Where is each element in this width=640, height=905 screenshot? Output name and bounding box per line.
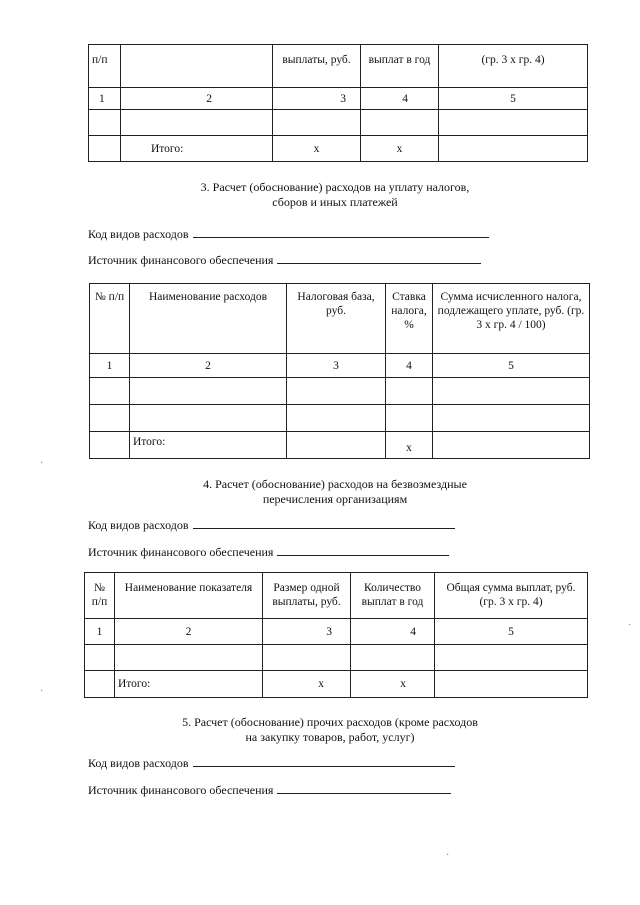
table-row bbox=[89, 110, 588, 136]
table-row-numbers bbox=[90, 354, 590, 378]
scan-speck: · bbox=[40, 458, 44, 469]
table-donations bbox=[84, 572, 588, 698]
header-cell: Наименование расходов bbox=[130, 284, 287, 354]
col-number: 5 bbox=[433, 354, 590, 378]
scan-speck: · bbox=[446, 850, 450, 861]
header-cell: Наименование показателя bbox=[115, 573, 263, 619]
col-number: 2 bbox=[130, 354, 287, 378]
header-cell: Общая сумма выплат, руб. (гр. 3 х гр. 4) bbox=[435, 573, 588, 619]
source-blank-line[interactable] bbox=[277, 545, 449, 556]
section-3-source-field: Источник финансового обеспечения bbox=[88, 253, 481, 268]
total-x: х bbox=[351, 671, 435, 698]
header-cell: (гр. 3 х гр. 4) bbox=[439, 45, 588, 88]
table-header-row bbox=[89, 45, 588, 88]
header-cell: Сумма исчисленного налога, подлежащего уплате, руб. (гр. 3 х гр. 4 / 100) bbox=[433, 284, 590, 354]
header-cell: выплат в год bbox=[361, 45, 439, 88]
scan-speck: · bbox=[40, 686, 44, 697]
section-5-code-field: Код видов расходов bbox=[88, 756, 455, 771]
table-row-total bbox=[90, 432, 590, 459]
code-blank-line[interactable] bbox=[193, 227, 489, 238]
total-x: х bbox=[361, 136, 439, 162]
col-number: 5 bbox=[435, 619, 588, 645]
col-number: 4 bbox=[361, 88, 439, 110]
total-x: х bbox=[273, 136, 361, 162]
table-taxes bbox=[89, 283, 590, 459]
source-blank-line[interactable] bbox=[277, 253, 481, 264]
table-row-numbers bbox=[89, 88, 588, 110]
total-label: Итого: bbox=[130, 432, 287, 459]
section-3-title: 3. Расчет (обоснование) расходов на уплату налогов, сборов и иных платежей bbox=[200, 180, 470, 209]
code-blank-line[interactable] bbox=[193, 518, 455, 529]
table-row-total bbox=[85, 671, 588, 698]
section-3-code-field: Код видов расходов bbox=[88, 227, 489, 242]
total-x: х bbox=[263, 671, 351, 698]
table-header-row bbox=[90, 284, 590, 354]
col-number: 3 bbox=[263, 619, 351, 645]
total-x: х bbox=[386, 432, 433, 459]
header-cell: № п/п bbox=[90, 284, 130, 354]
total-label: Итого: bbox=[121, 136, 273, 162]
header-cell: Количество выплат в год bbox=[351, 573, 435, 619]
header-cell: № п/п bbox=[85, 573, 115, 619]
header-cell bbox=[121, 45, 273, 88]
col-number: 1 bbox=[85, 619, 115, 645]
header-cell: Размер одной выплаты, руб. bbox=[263, 573, 351, 619]
col-number: 4 bbox=[351, 619, 435, 645]
header-cell: п/п bbox=[89, 45, 121, 88]
col-number: 2 bbox=[121, 88, 273, 110]
code-blank-line[interactable] bbox=[193, 756, 455, 767]
section-4-code-field: Код видов расходов bbox=[88, 518, 455, 533]
total-label: Итого: bbox=[115, 671, 263, 698]
header-cell: Налоговая база, руб. bbox=[287, 284, 386, 354]
header-cell: Ставка налога, % bbox=[386, 284, 433, 354]
section-4-title: 4. Расчет (обоснование) расходов на безвозмездные перечисления организациям bbox=[203, 477, 467, 506]
table-row-numbers bbox=[85, 619, 588, 645]
table-payments-continuation bbox=[88, 44, 588, 162]
col-number: 5 bbox=[439, 88, 588, 110]
header-cell: выплаты, руб. bbox=[273, 45, 361, 88]
col-number: 4 bbox=[386, 354, 433, 378]
scan-speck: · bbox=[628, 620, 632, 631]
col-number: 3 bbox=[273, 88, 361, 110]
table-row-total bbox=[89, 136, 588, 162]
table-row bbox=[90, 405, 590, 432]
col-number: 2 bbox=[115, 619, 263, 645]
col-number: 3 bbox=[287, 354, 386, 378]
table-row bbox=[85, 645, 588, 671]
section-5-title: 5. Расчет (обоснование) прочих расходов (кроме расходов на закупку товаров, работ, услуг) bbox=[182, 715, 478, 744]
col-number: 1 bbox=[90, 354, 130, 378]
section-5-source-field: Источник финансового обеспечения bbox=[88, 783, 451, 798]
table-row bbox=[90, 378, 590, 405]
col-number: 1 bbox=[89, 88, 121, 110]
section-4-source-field: Источник финансового обеспечения bbox=[88, 545, 449, 560]
table-header-row bbox=[85, 573, 588, 619]
source-blank-line[interactable] bbox=[277, 783, 451, 794]
